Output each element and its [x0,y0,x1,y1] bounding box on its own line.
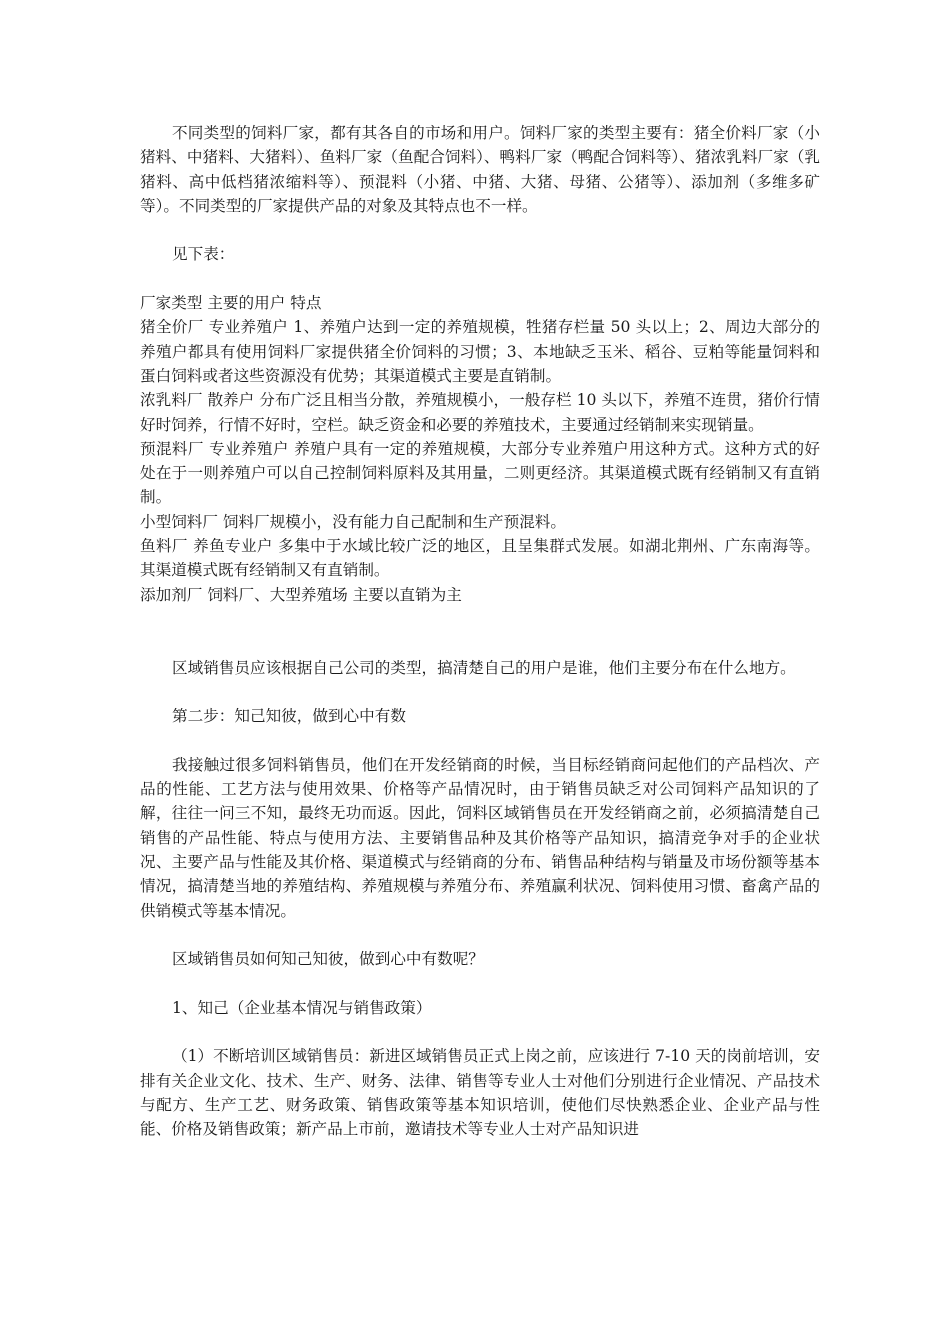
step-two-heading: 第二步：知己知彼，做到心中有数 [172,707,406,726]
table-row: 添加剂厂 饲料厂、大型养殖场 主要以直销为主 [140,585,462,604]
table-header: 厂家类型 主要的用户 特点 [140,294,322,313]
subheading-know-self: 1、知己（企业基本情况与销售政策） [172,998,432,1017]
intro-paragraph: 不同类型的饲料厂家，都有其各自的市场和用户。饲料厂家的类型主要有：猪全价料厂家（小猪料、中猪料、大猪料）、鱼料厂家（鱼配合饲料）、鸭料厂家（鸭配合饲料等）、猪浓乳料厂家（乳猪料、高中低档猪浓缩料等）、预混料（小猪、中猪、大猪、母猪、公猪等）、添加剂（多维多矿等）。不同类型的厂家提供产品的对象及其特点也不一样。 [140,124,820,215]
region-paragraph: 区域销售员应该根据自己公司的类型，搞清楚自己的用户是谁，他们主要分布在什么地方。 [172,658,796,677]
table-row: 浓乳料厂 散养户 分布广泛且相当分散，养殖规模小，一般存栏 10 头以下，养殖不连贯，猪价行情好时饲养，行情不好时，空栏。缺乏资金和必要的养殖技术，主要通过经销制来实现销量。 [140,391,820,434]
training-paragraph: （1）不断培训区域销售员：新进区域销售员正式上岗之前，应该进行 7-10 天的岗前培训，安排有关企业文化、技术、生产、财务、法律、销售等专业人士对他们分别进行企业情况、产品技术与配方、生产工艺、财务政策、销售政策等基本知识培训，使他们尽快熟悉企业、企业产品与性能、价格及销售政策；新产品上市前，邀请技术等专业人士对产品知识进 [140,1047,820,1139]
factory-type-table [140,291,820,607]
see-table-text: 见下表： [172,245,235,264]
table-row: 小型饲料厂 饲料厂规模小，没有能力自己配制和生产预混料。 [140,512,566,531]
document-page [140,121,820,1166]
table-row: 鱼料厂 养鱼专业户 多集中于水域比较广泛的地区，且呈集群式发展。如湖北荆州、广东南海等。其渠道模式既有经销制又有直销制。 [140,537,820,580]
question-text: 区域销售员如何知己知彼，做到心中有数呢？ [172,950,484,969]
experience-paragraph: 我接触过很多饲料销售员，他们在开发经销商的时候，当目标经销商问起他们的产品档次、产品的性能、工艺方法与使用效果、价格等产品情况时，由于销售员缺乏对公司饲料产品知识的了解，往往一问三不知，最终无功而返。因此，饲料区域销售员在开发经销商之前，必须搞清楚自己销售的产品性能、特点与使用方法、主要销售品种及其价格等产品知识，搞清竞争对手的企业状况、主要产品与性能及其价格、渠道模式与经销商的分布、销售品种结构与销量及市场份额等基本情况，搞清楚当地的养殖结构、养殖规模与养殖分布、养殖赢利状况、饲料使用习惯、畜禽产品的供销模式等基本情况。 [140,755,820,920]
table-row: 预混料厂 专业养殖户 养殖户具有一定的养殖规模，大部分专业养殖户用这种方式。这种方式的好处在于一则养殖户可以自己控制饲料原料及其用量，二则更经济。其渠道模式既有经销制又有直销制。 [140,439,820,507]
table-row: 猪全价厂 专业养殖户 1、养殖户达到一定的养殖规模，牲猪存栏量 50 头以上；2、周边大部分的养殖户都具有使用饲料厂家提供猪全价饲料的习惯；3、本地缺乏玉米、稻谷、豆粕等能量饲料和蛋白饲料或者这些资源没有优势；其渠道模式主要是直销制。 [140,318,820,385]
